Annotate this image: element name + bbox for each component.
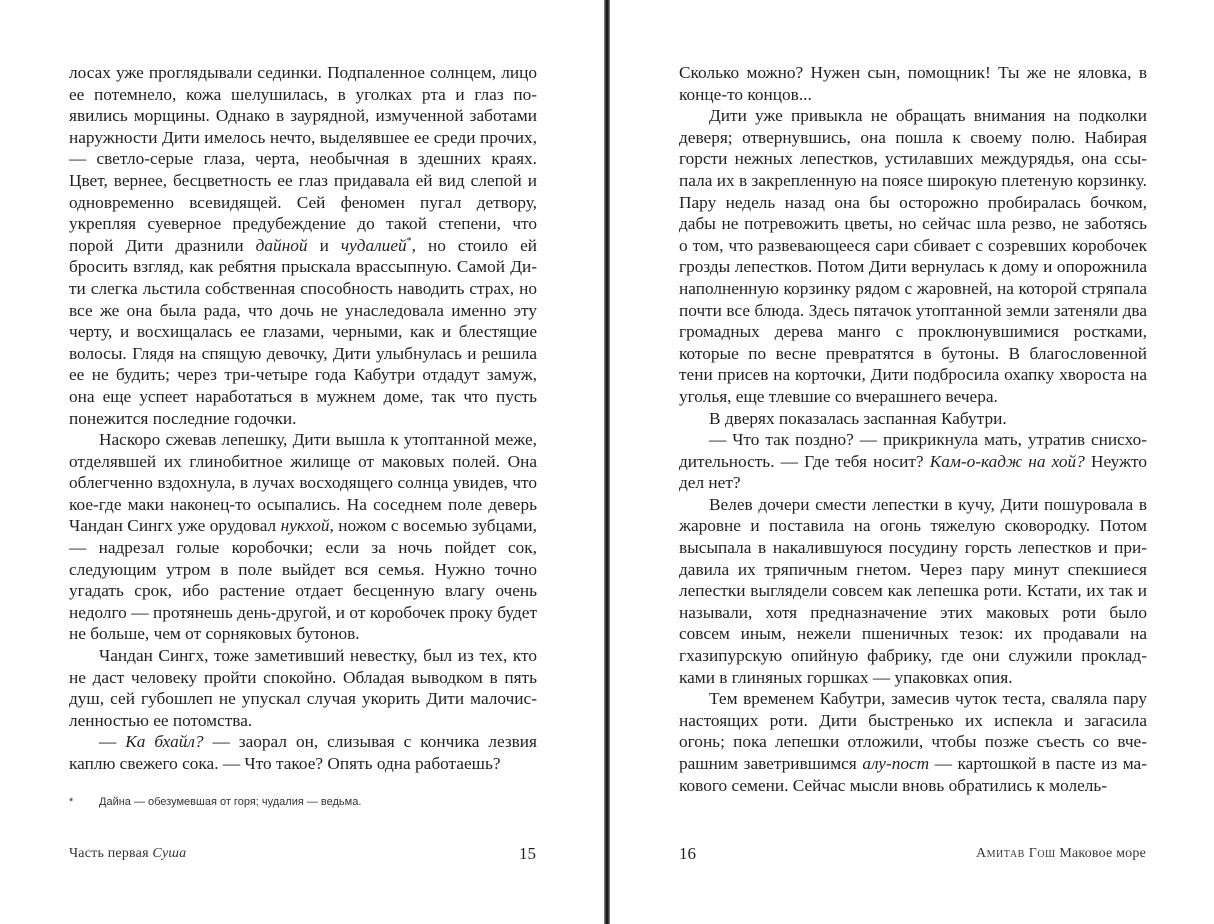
paragraph [69, 62, 537, 429]
text-run: В дверях показалась заспанная Кабутри. [709, 408, 1007, 428]
text-run: — Что так поздно? — прикрикнула мать, утратив снисходительность. — Где тебя носит? [679, 430, 1147, 471]
running-head-right [976, 846, 1146, 862]
italic-term: чудалией [340, 235, 407, 255]
text-run: — [99, 732, 126, 752]
footnote-text: Дайна — обезумевшая от горя; чудалия — ведьма. [99, 796, 362, 808]
text-run: Неужто дел нет? [679, 451, 1148, 493]
paragraph [69, 731, 537, 774]
text-run: лосах уже проглядывали сединки. Подпаленное солнцем, лицо ее потемнело, кожа шелушилась, в уголках рта и глаз появились морщины. Однако в заурядной, измученной заботами наружности Дити имелось нечто, выделявшее ее среди прочих, — светло-серые глаза, черта, необычная в здешних краях. Цвет, вернее, бесцветность ее глаз придавала ей вид слепой и одновременно всевидящей. Сей феномен пугал детвору, укрепляя суеверное предубеждение до такой степени, что порой Дити дразнили [69, 63, 537, 255]
text-run: Велев дочери смести лепестки в кучу, Дити пошуровала в жаровне и поставила на огонь тяжелую сковородку. Потом высыпала в накалившуюся посудину горсть лепестков и придавила их тряпичным гнетом. Через пару минут спекшиеся лепестки выглядели совсем как лепешка роти. Кстати, их так и называли, хотя предназначение этих маковых роти было совсем иным, нежели пшеничных тезок: их продавали на гхазипурскую опийную фабрику, где они служили прокладками в глиняных горшках — упаковках опия. [679, 494, 1147, 687]
left-page-body [69, 62, 537, 775]
page-number-left: 15 [519, 844, 536, 863]
text-run: Чандан Сингх, тоже заметивший невестку, был из тех, кто не даст человеку пройти спокойно. Обладая выводком в пять душ, сей губошлеп не упускал случая укорить Дити малочисленностью ее потомства. [69, 646, 537, 730]
right-page-body [679, 62, 1147, 796]
italic-term: Кам-о-кадж на хой? [929, 451, 1085, 471]
running-head-section: Суша [152, 846, 187, 861]
text-run: и [307, 235, 341, 255]
italic-term: алу-пост [862, 754, 930, 773]
text-run: Тем временем Кабутри, замесив чуток теста, сваляла пару настоящих роти. Дити быстренько их испекла и загасила огонь; пока лепешки отложили, чтобы позже съесть со вчерашним заветрившимся [679, 689, 1147, 773]
italic-term: нукхой [280, 516, 330, 536]
running-head-left [69, 846, 186, 862]
right-page [610, 0, 1214, 924]
text-run: — картошкой в пасте из макового семени. Сейчас мысли вновь обратились к молель- [679, 754, 1147, 795]
footnote-mark: * [69, 796, 74, 808]
page-number-right: 16 [679, 844, 696, 863]
italic-term: Ка бхайл? [125, 732, 204, 752]
paragraph [679, 105, 1147, 407]
text-run: , ножом с восемью зубцами, — надрезал голые коробочки; если за ночь пойдет сок, следующим утром в поле выйдет вся семья. Нужно точно угадать срок, ибо растение отдает бесценную влагу очень недолго — протянешь день-другой, и от коробочек проку будет не больше, чем от сорняковых бутонов. [69, 516, 537, 644]
paragraph [679, 494, 1147, 688]
text-run: — заорал он, слизывая с кончика лезвия каплю свежего сока. — Что такое? Опять одна работаешь? [69, 732, 538, 773]
text-run: Наскоро сжевав лепешку, Дити вышла к утоптанной меже, отделявшей их глинобитное жилище от маковых полей. Она облегченно вздохнула, в лучах восходящего солнца увидев, что кое-где маки наконец-то осыпались. На соседнем поле деверь Чандан Сингх уже орудовал [69, 430, 537, 536]
paragraph [679, 429, 1147, 494]
footnote-ref: * [406, 235, 412, 247]
text-run: , но стоило ей бросить взгляд, как ребятня прыскала врассыпную. Самой Дити слегка льстила собственная способность наводить страх, но все же она была рада, что дочь не унаследовала именно эту черту, и восхищалась ее глазами, черными, как и блестящие волосы. Глядя на спящую девочку, Дити улыбнулась и решила ее не будить; через три-четыре года Кабутри отдадут замуж, она еще успеет наработаться в мужнем доме, так что пусть понежится последние годочки. [69, 235, 538, 428]
running-head-author: Амитав Гош [976, 846, 1056, 861]
running-head-part: Часть первая [69, 846, 149, 861]
text-run: Сколько можно? Нужен сын, помощник! Ты же не яловка, в конце-то концов... [679, 63, 1147, 104]
left-page [0, 0, 606, 924]
running-head-book-title: Маковое море [1059, 846, 1146, 861]
paragraph [679, 408, 1147, 430]
paragraph [69, 429, 537, 645]
paragraph [679, 688, 1147, 796]
footnote [69, 796, 537, 808]
italic-term: дайной [255, 235, 308, 255]
paragraph [679, 62, 1147, 105]
paragraph [69, 645, 537, 731]
text-run: Дити уже привыкла не обращать внимания на подколки деверя; отвернувшись, она пошла к своему полю. Набирая горсти нежных лепестков, устилавших междурядья, она ссыпала их в закрепленную на поясе широкую плетеную корзинку. Пару недель назад она бы осторожно пробиралась бочком, дабы не потревожить цветы, но сейчас шла резво, не заботясь о том, что развевающееся сари сбивает с созревших коробочек грозды лепестков. Потом Дити вернулась к дому и опорожнила наполненную корзинку рядом с жаровней, на которой стряпала почти все блюда. Здесь пятачок утоптанной земли затеняли два громадных дерева манго с проклюнувшимися ростками, которые по весне превратятся в бутоны. В благословенной тени присев на корточки, Дити подбросила охапку хвороста на уголья, еще тлевшие со вчерашнего вечера. [679, 106, 1147, 406]
